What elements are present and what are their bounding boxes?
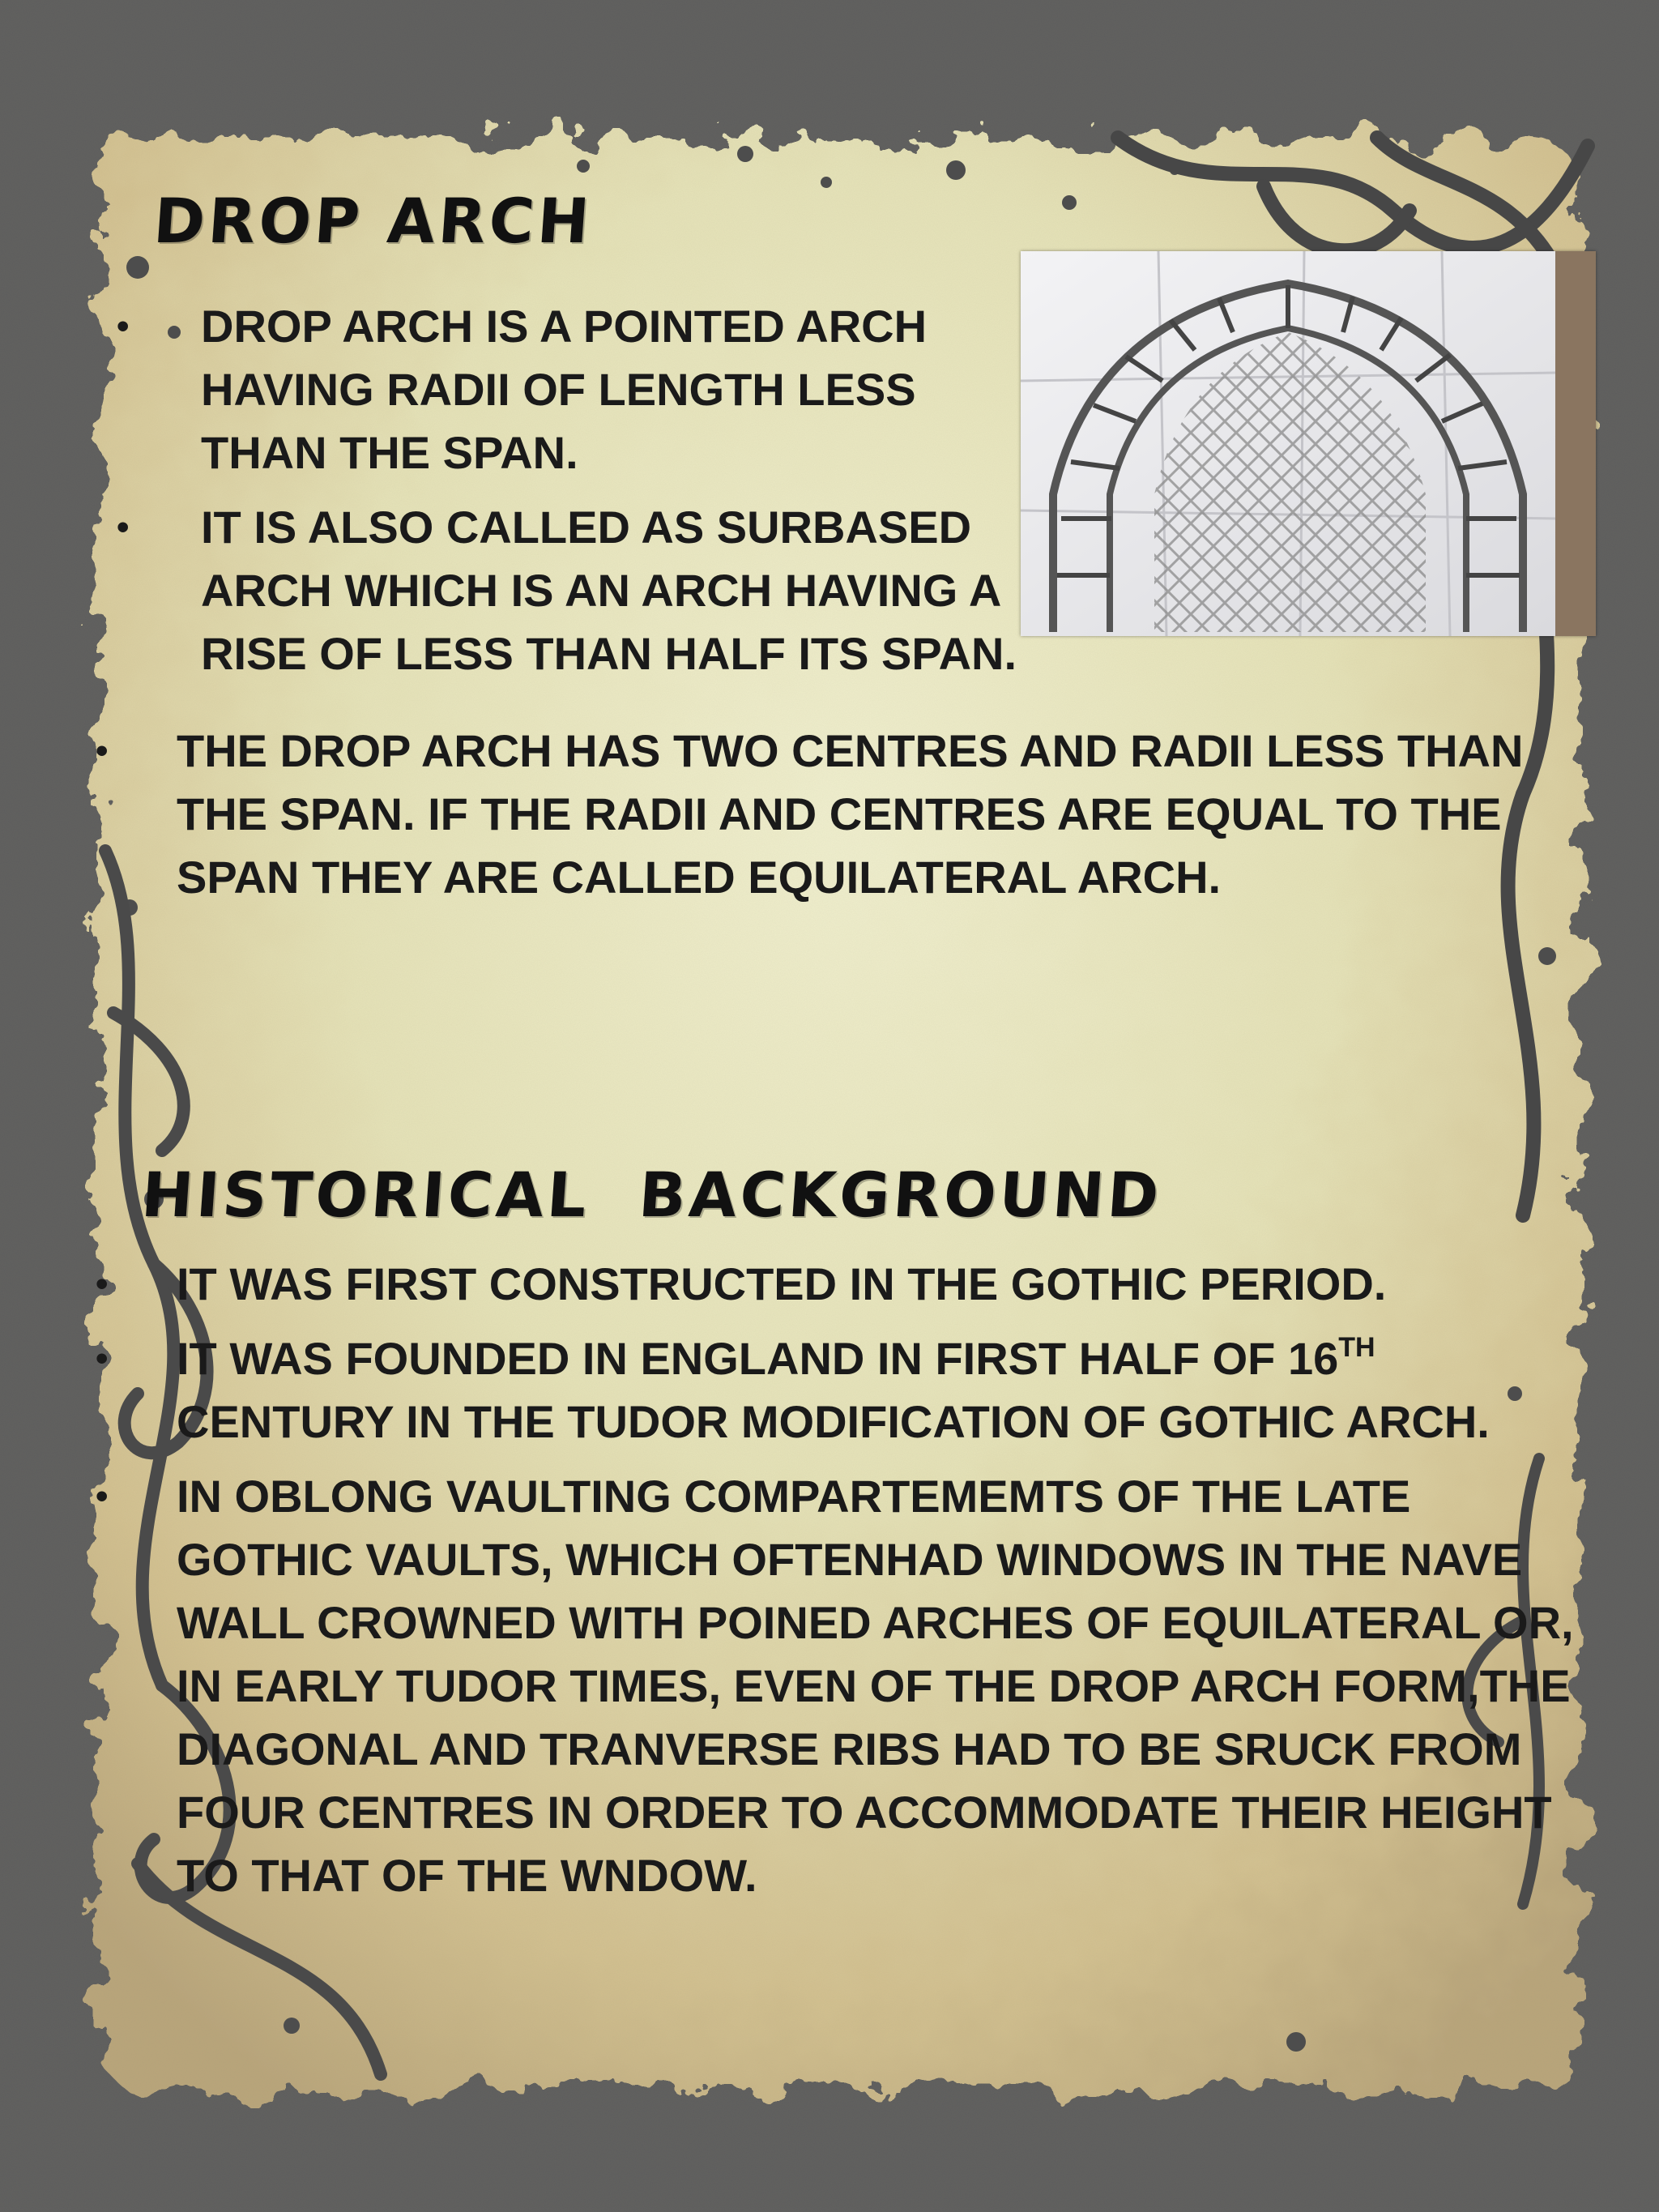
bullet-icon: •	[117, 507, 130, 547]
bullet-text-start: IT WAS FOUNDED IN ENGLAND IN FIRST HALF OF 16	[177, 1333, 1339, 1384]
ordinal-superscript: TH	[1338, 1332, 1375, 1363]
bullet-icon: •	[117, 306, 130, 346]
list-item	[117, 496, 1027, 685]
bullet-icon: •	[96, 1264, 109, 1304]
history-list	[96, 1253, 1586, 1919]
drop-arch-title: DROP ARCH	[151, 185, 595, 257]
bullet-icon: •	[96, 1476, 109, 1516]
bullet-icon: •	[96, 731, 109, 771]
list-item	[96, 1253, 1586, 1316]
bullet-text: IN OBLONG VAULTING COMPARTEMEMTS OF THE LATE GOTHIC VAULTS, WHICH OFTENHAD WINDOWS IN THE NAVE WALL CROWNED WITH POINED ARCHES OF EQUILATERAL OR, IN EARLY TUDOR TIMES, EVEN OF THE DROP ARCH FORM,THE DIAGONAL AND TRANVERSE RIBS HAD TO BE SRUCK FROM FOUR CENTRES IN ORDER TO ACCOMMODATE THEIR HEIGHT TO THAT OF THE WNDOW.	[177, 1471, 1574, 1901]
bullet-text-end: CENTURY IN THE TUDOR MODIFICATION OF GOTHIC ARCH.	[177, 1396, 1490, 1447]
historical-background-title: HISTORICAL BACKGROUND	[139, 1159, 1165, 1231]
list-item	[117, 295, 1027, 485]
bullet-text: IT IS ALSO CALLED AS SURBASED ARCH WHICH IS AN ARCH HAVING A RISE OF LESS THAN HALF ITS SPAN.	[201, 502, 1017, 679]
drop-arch-intro-list	[117, 295, 1027, 697]
bullet-text: DROP ARCH IS A POINTED ARCH HAVING RADII OF LENGTH LESS THAN THE SPAN.	[201, 301, 928, 478]
list-item	[96, 1465, 1586, 1907]
drop-arch-centres-list	[96, 720, 1570, 920]
bullet-text: IT WAS FIRST CONSTRUCTED IN THE GOTHIC PERIOD.	[177, 1258, 1387, 1309]
list-item	[96, 720, 1570, 909]
bullet-icon: •	[96, 1339, 109, 1378]
bullet-text: THE DROP ARCH HAS TWO CENTRES AND RADII LESS THAN THE SPAN. IF THE RADII AND CENTRES ARE EQUAL TO THE SPAN THEY ARE CALLED EQUILATERAL ARCH.	[177, 725, 1524, 903]
arch-sketch-image	[1021, 251, 1596, 636]
list-item	[96, 1327, 1586, 1454]
